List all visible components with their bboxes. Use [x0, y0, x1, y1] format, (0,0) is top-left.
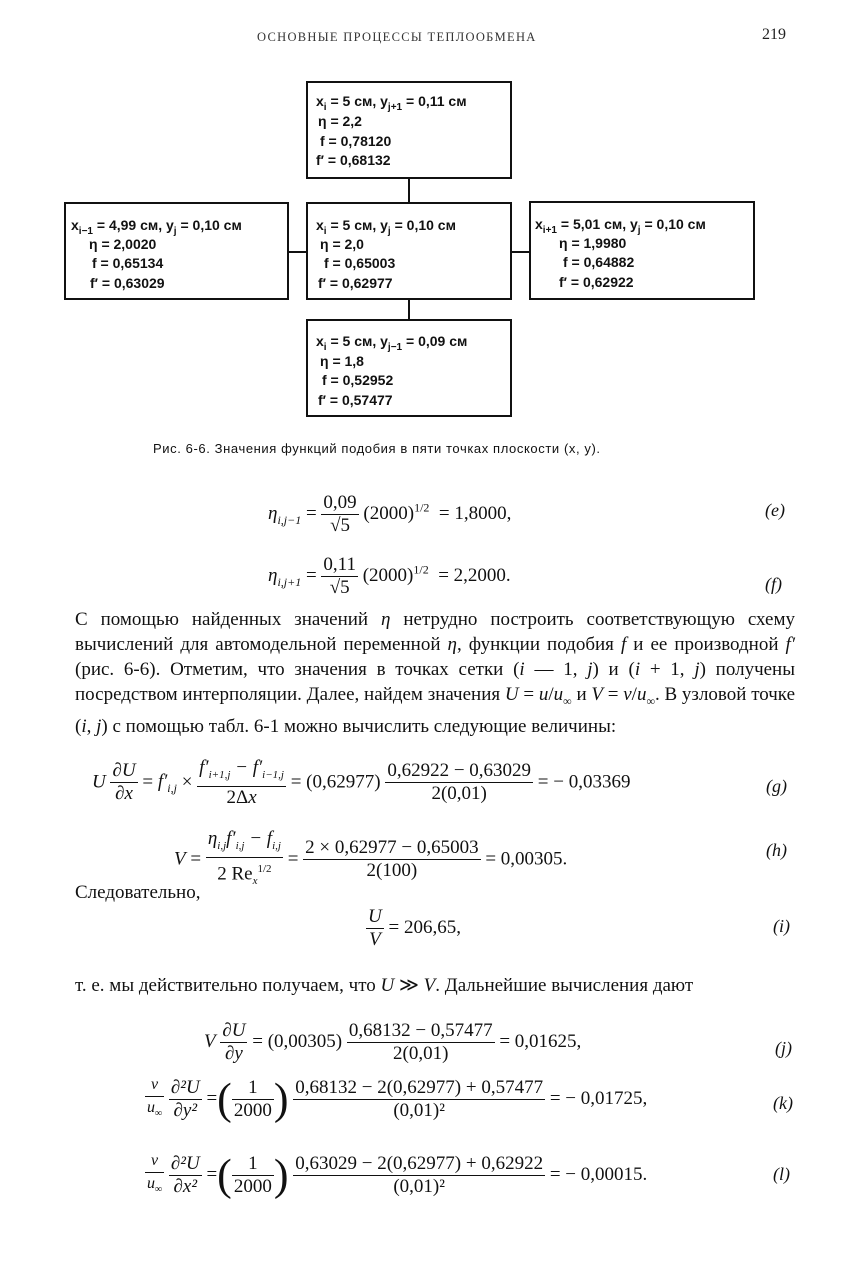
top-box: $x_i = 5$ см, $y_{j+1} = 0,11$ см η = 2,2 f = 0,78120 f′ = 0,68132 — [306, 81, 512, 179]
tag-i: (i) — [773, 916, 790, 936]
tag-g: (g) — [766, 776, 787, 796]
tag-j: (j) — [775, 1038, 792, 1058]
connector-top — [408, 177, 410, 202]
tag-k: (k) — [773, 1093, 793, 1113]
connector-right — [510, 251, 529, 253]
paragraph-1: С помощью найденных значений η нетрудно построить соответствующую схему вычислений для автомодельной переменной η, функции подобия f и ее производной f′ (рис. 6-6). Отметим, что значения в точках сетки (i — 1, j) и (i + 1, j) получены посредством интерполяции. Далее, найдем значения $U = u/u_\infty$ и $V = v/u_\infty$. В узловой точке (i, j) с помощью табл. 6-1 можно вычислить следующие величины: — [75, 609, 795, 737]
consequently-text: Следовательно, — [75, 882, 201, 903]
tag-l: (l) — [773, 1164, 790, 1184]
tag-h: (h) — [766, 840, 787, 860]
connector-bottom — [408, 298, 410, 319]
equation-e: $\eta_{i,j-1}$ = $\frac{0,09}{√5}$ $(2000)^{1/2} = 1,8000$, — [268, 492, 512, 536]
connector-left — [287, 251, 307, 253]
running-title: ОСНОВНЫЕ ПРОЦЕССЫ ТЕПЛООБМЕНА — [257, 30, 537, 44]
figure-caption: Рис. 6-6. Значения функций подобия в пяти точках плоскости (x, y). — [153, 441, 601, 456]
equation-g: U $\frac{\partial U}{\partial x}$ = $f'_{i,j}$ × $\frac{f'_{i+1,j} - f'_{i-1,j}}{2\Delta x}$ = (0,62977) $\frac{0,62922 - 0,63029}{2(0,01)}$ = − 0,03369 — [92, 757, 631, 808]
left-box: $x_{i-1} = 4,99$ см, $y_j = 0,10$ см η = 2,0020 f = 0,65134 f′ = 0,63029 — [64, 202, 289, 300]
paragraph-2: т. е. мы действительно получаем, что U ≫ V. Дальнейшие вычисления дают — [75, 975, 694, 996]
tag-f: (f) — [765, 574, 782, 594]
tag-e: (e) — [765, 500, 785, 520]
right-box: $x_{i+1} = 5,01$ см, $y_j = 0,10$ см η = 1,9980 f = 0,64882 f′ = 0,62922 — [529, 201, 755, 300]
equation-h: V = $\frac{\eta_{i,j}f'_{i,j} - f_{i,j}}{2 Re_x^{1/2}}$ = $\frac{2 \times 0,62977 - 0,65003}{2(100)}$ = 0,00305. — [174, 828, 568, 887]
equation-i: $\frac{U}{V}$ = 206,65, — [368, 906, 461, 950]
page-number: 219 — [762, 26, 786, 43]
equation-j: V $\frac{\partial U}{\partial y}$ = (0,00305) $\frac{0,68132 - 0,57477}{2(0,01)}$ = 0,01625, — [204, 1020, 582, 1064]
equation-f: $\eta_{i,j+1}$ = $\frac{0,11}{√5}$ $(2000)^{1/2} = 2,2000$. — [268, 554, 511, 598]
equation-k: $\frac{\nu}{u_\infty}$ $\frac{\text{∂²U}}{\text{∂y²}}$ =( $\frac{1}{2000}$ ) $\frac{0,68132 - 2(0,62977) + 0,57477}{\text{(0,01)²}}$ = − 0,01725, — [147, 1074, 648, 1124]
equation-l: $\frac{\nu}{u_\infty}$ $\frac{\text{∂²U}}{\text{∂x²}}$ =( $\frac{1}{2000}$ ) $\frac{0,63029 - 2(0,62977) + 0,62922}{\text{(0,01)²}}$ = − 0,00015. — [147, 1150, 648, 1200]
center-box: $x_i = 5$ см, $y_j = 0,10$ см η = 2,0 f = 0,65003 f′ = 0,62977 — [306, 202, 512, 300]
bottom-box: $x_i = 5$ см, $y_{j-1} = 0,09$ см η = 1,8 f = 0,52952 f′ = 0,57477 — [306, 319, 512, 417]
